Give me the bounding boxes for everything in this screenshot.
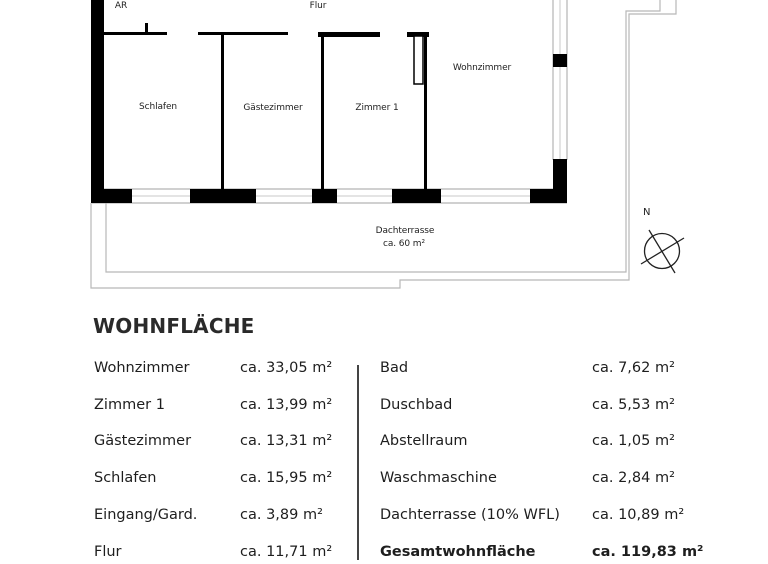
room-area: ca. 5,53 m² (592, 397, 675, 413)
room-name: Wohnzimmer (94, 360, 190, 376)
room-area: ca. 7,62 m² (592, 360, 675, 376)
room-name: Abstellraum (380, 433, 468, 449)
room-label-flur: Flur (309, 1, 327, 11)
room-name: Dachterrasse (10% WFL) (380, 507, 560, 523)
room-label-zimmer1: Zimmer 1 (355, 103, 399, 113)
room-area: ca. 2,84 m² (592, 470, 675, 486)
room-name: Waschmaschine (380, 470, 497, 486)
section-title: WOHNFLÄCHE (93, 314, 255, 338)
room-name: Flur (94, 544, 122, 560)
room-label-schlafen: Schlafen (139, 102, 177, 112)
room-name: Zimmer 1 (94, 397, 165, 413)
room-area: ca. 13,31 m² (240, 433, 333, 449)
room-area: ca. 33,05 m² (240, 360, 333, 376)
room-area: ca. 15,95 m² (240, 470, 333, 486)
room-label-wohnzimmer: Wohnzimmer (452, 63, 512, 73)
room-area: ca. 13,99 m² (240, 397, 333, 413)
room-area: ca. 1,05 m² (592, 433, 675, 449)
total-label: Gesamtwohnfläche (380, 544, 536, 560)
room-label-dachterrasse: Dachterrasse (375, 226, 435, 236)
room-area: ca. 3,89 m² (240, 507, 323, 523)
total-area: ca. 119,83 m² (592, 544, 704, 560)
room-area: ca. 11,71 m² (240, 544, 333, 560)
room-area: ca. 10,89 m² (592, 507, 685, 523)
room-name: Gästezimmer (94, 433, 192, 449)
column-divider (357, 365, 359, 560)
room-label-ar: AR (114, 1, 128, 11)
room-name: Schlafen (94, 470, 157, 486)
room-name: Bad (380, 360, 409, 376)
room-label-gaestezimmer: Gästezimmer (243, 103, 303, 113)
room-name: Eingang/Gard. (94, 507, 198, 523)
compass-north-label: N (643, 207, 651, 218)
room-name: Duschbad (380, 397, 453, 413)
room-area-dachterrasse: ca. 60 m² (383, 239, 425, 249)
